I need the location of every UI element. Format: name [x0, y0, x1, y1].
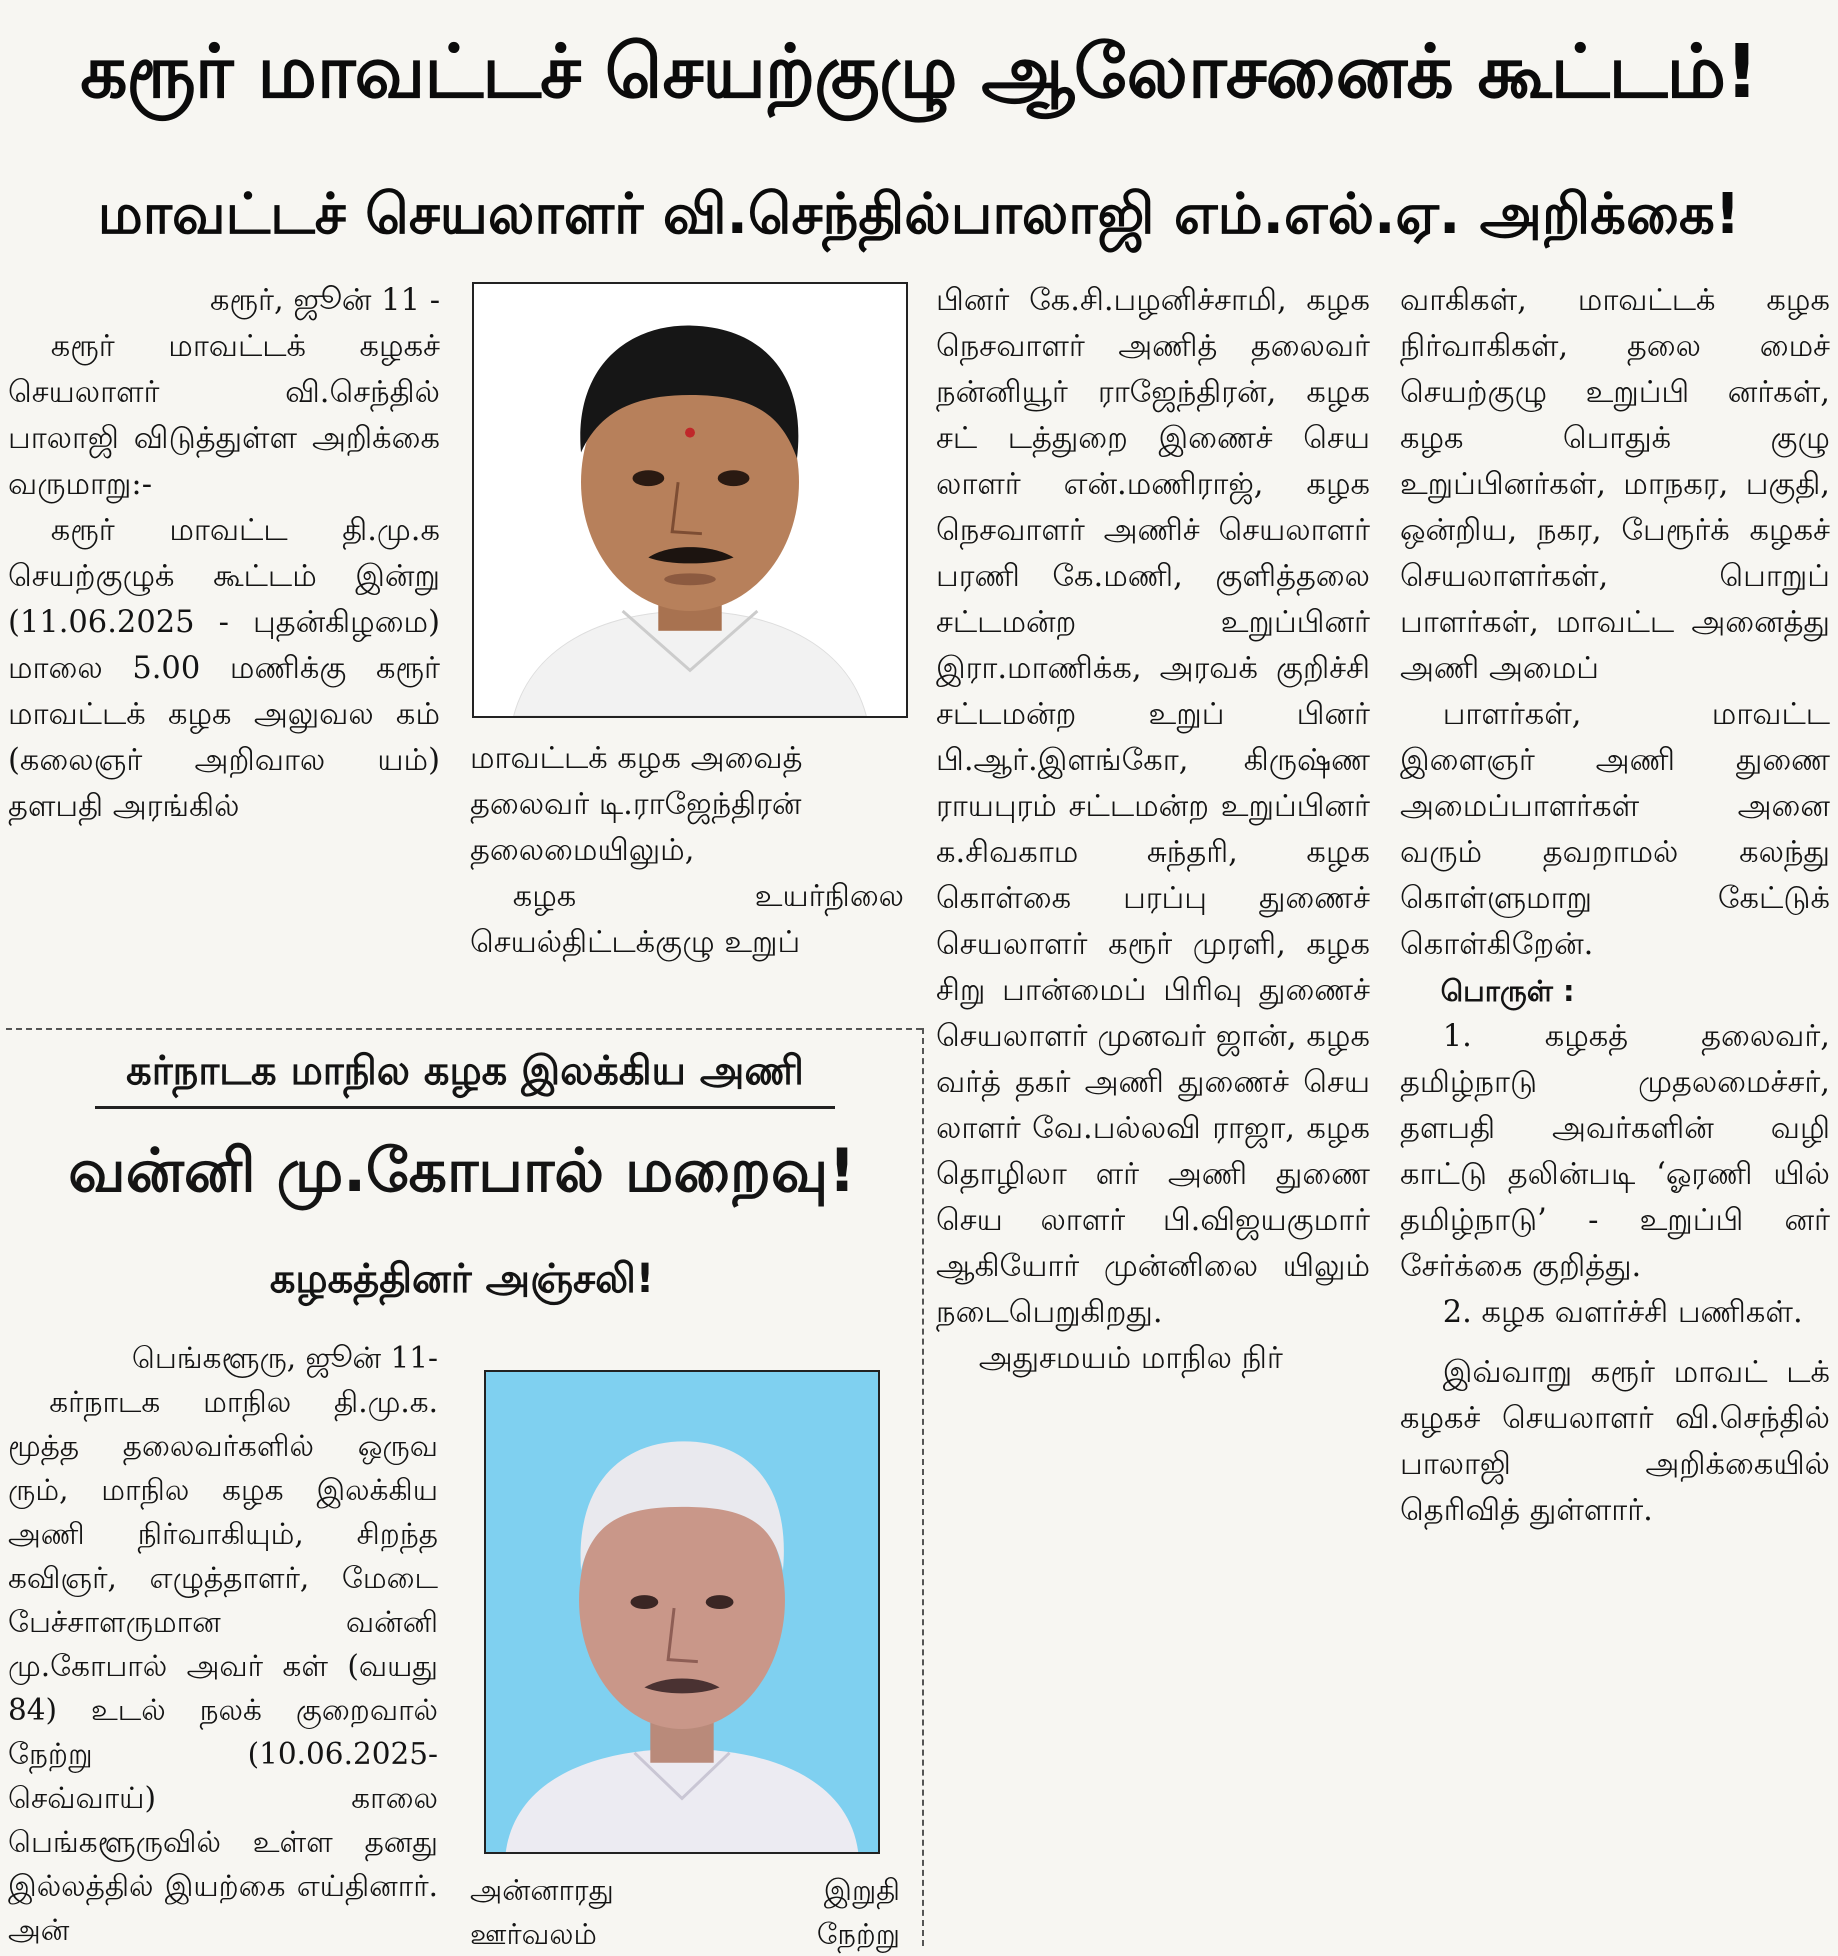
agenda-heading: பொருள் :	[1440, 974, 1575, 1008]
article-paragraph: இவ்வாறு கரூர் மாவட் டக் கழகச் செயலாளர் வி.செந்தில் பாலாஜி அறிக்கையில் தெரிவித் துள்ளார்.	[1400, 1355, 1830, 1528]
article-column-4	[1400, 278, 1830, 1946]
article-column-2	[470, 736, 904, 1004]
subheadline: மாவட்டச் செயலாளர் வி.செந்தில்பாலாஜி எம்.எல்.ஏ. அறிக்கை!	[97, 182, 1741, 247]
obituary-paragraph: கர்நாடக மாநில தி.மு.க. மூத்த தலைவர்களில் ஒருவ ரும், மாநில கழக இலக்கிய அணி நிர்வாகியும், சிறந்த கவிஞர், எழுத்தாளர், மேடை பேச்சாளருமான வன்னி மு.கோபால் அவர் கள் (வயது 84) உடல் நலக் குறைவால் நேற்று (10.06.2025-செவ்வாய்) காலை பெங்களூருவில் உள்ள தனது இல்லத்தில் இயற்கை எய்தினார். அன்	[8, 1385, 438, 1946]
obituary-subtitle: கழகத்தினர் அஞ்சலி!	[269, 1255, 655, 1302]
article-paragraph: மாவட்டக் கழக அவைத் தலைவர் டி.ராஜேந்திரன் தலைமையிலும்,	[470, 741, 803, 868]
photo-caption	[470, 1868, 900, 1956]
obituary-kicker: கர்நாடக மாநில கழக இலக்கிய அணி	[95, 1040, 835, 1109]
portrait-photo-vanni-gopal	[484, 1370, 880, 1854]
article-paragraph: கழக உயர்நிலை செயல்திட்டக்குழு உறுப்	[470, 879, 904, 960]
article-paragraph: வாகிகள், மாவட்டக் கழக நிர்வாகிகள், தலை மைச் செயற்குழு உறுப்பி னர்கள், கழக பொதுக் குழு உறுப்பினர்கள், மாநகர, பகுதி, ஒன்றிய, நகர, பேரூர்க் கழகச் செயலாளர்கள், பொறுப் பாளர்கள், மாவட்ட அனைத்து அணி அமைப்	[1400, 283, 1830, 686]
agenda-item: 1. கழகத் தலைவர், தமிழ்நாடு முதலமைச்சர், தளபதி அவர்களின் வழி காட்டு தலின்படி ‘ஓரணி யில் தமிழ்நாடு’ - உறுப்பி னர் சேர்க்கை குறித்து.	[1400, 1019, 1830, 1284]
obituary-body	[8, 1336, 438, 1946]
article-column-3	[936, 278, 1370, 1946]
portrait-photo-senthil-balaji	[472, 282, 908, 718]
obituary-title: வன்னி மு.கோபால் மறைவு!	[68, 1136, 856, 1206]
article-paragraph: பாளர்கள், மாவட்ட இளைஞர் அணி துணை அமைப்பாளர்கள் அனை வரும் தவறாமல் கலந்து கொள்ளுமாறு கேட்டுக் கொள்கிறேன்.	[1400, 697, 1830, 962]
article-column-1	[8, 278, 440, 998]
article-paragraph: கரூர் மாவட்டக் கழகச் செயலாளர் வி.செந்தில் பாலாஜி விடுத்துள்ள அறிக்கை வருமாறு:-	[8, 329, 440, 502]
article-dateline: கரூர், ஜூன் 11 -	[209, 283, 440, 318]
article-paragraph: அதுசமயம் மாநில நிர்	[978, 1341, 1283, 1376]
photo-caption-line: அன்னாரது இறுதி	[470, 1873, 900, 1907]
headline: கரூர் மாவட்டச் செயற்குழு ஆலோசனைக் கூட்டம்!	[80, 29, 1758, 115]
obituary-dateline: பெங்களூரு, ஜூன் 11-	[131, 1341, 438, 1375]
section-divider-vertical	[922, 1028, 924, 1946]
article-paragraph: பினர் கே.சி.பழனிச்சாமி, கழக நெசவாளர் அணித் தலைவர் நன்னியூர் ராஜேந்திரன், கழக சட் டத்துறை இணைச் செய லாளர் என்.மணிராஜ், கழக நெசவாளர் அணிச் செயலாளர் பரணி கே.மணி, குளித்தலை சட்டமன்ற உறுப்பினர் இரா.மாணிக்க, அரவக் குறிச்சி சட்டமன்ற உறுப் பினர் பி.ஆர்.இளங்கோ, கிருஷ்ண ராயபுரம் சட்டமன்ற உறுப்பினர் க.சிவகாம சுந்தரி, கழக கொள்கை பரப்பு துணைச் செயலாளர் கரூர் முரளி, கழக சிறு பான்மைப் பிரிவு துணைச் செயலாளர் முனவர் ஜான், கழக வர்த் தகர் அணி துணைச் செய லாளர் வே.பல்லவி ராஜா, கழக தொழிலா ளர் அணி துணை செய லாளர் பி.விஜயகுமார் ஆகியோர் முன்னிலை யிலும் நடைபெறுகிறது.	[936, 283, 1370, 1330]
article-paragraph: கரூர் மாவட்ட தி.மு.க செயற்குழுக் கூட்டம் இன்று (11.06.2025 - புதன்கிழமை) மாலை 5.00 மணிக்கு கரூர் மாவட்டக் கழக அலுவல கம் (கலைஞர் அறிவால யம்) தளபதி அரங்கில்	[8, 513, 440, 824]
agenda-item: 2. கழக வளர்ச்சி பணிகள்.	[1442, 1295, 1803, 1330]
section-divider-horizontal	[6, 1028, 922, 1030]
photo-caption-line: ஊர்வலம் நேற்று	[470, 1917, 900, 1951]
